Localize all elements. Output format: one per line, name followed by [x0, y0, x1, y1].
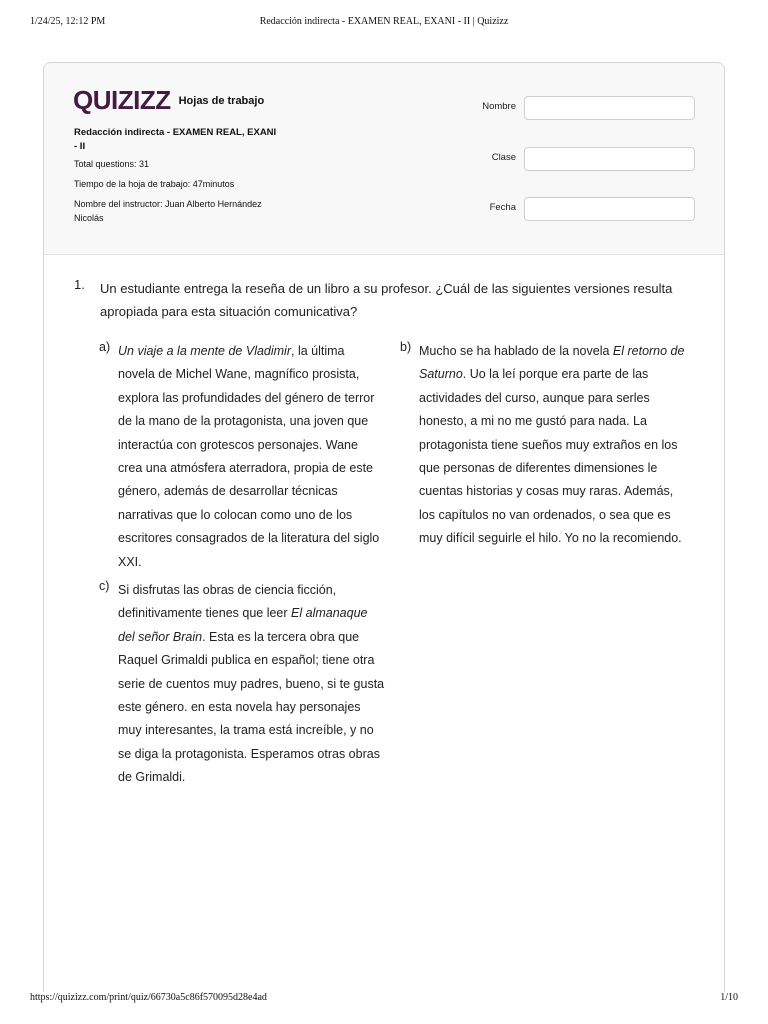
- option-text: [118, 579, 403, 790]
- book-title: El almanaque: [291, 606, 368, 621]
- question-line: Un estudiante entrega la reseña de un libro a su profesor. ¿Cuál de las siguientes versiones resulta: [100, 281, 673, 296]
- option-line-text: , la última: [291, 344, 345, 358]
- option-line: serie de cuentos muy padres, bueno, si te gusta: [118, 676, 385, 691]
- option-line: actividades del curso, aunque para serles: [419, 390, 650, 405]
- name-field: [476, 96, 696, 120]
- book-title: Saturno: [419, 367, 463, 382]
- total-questions: Total questions: 31: [74, 159, 150, 169]
- option-line: [118, 340, 403, 363]
- quiz-title: [74, 126, 314, 154]
- question-text: [100, 277, 704, 323]
- print-footer: [0, 992, 768, 1008]
- option-line: narrativas que lo colocan como uno de los: [118, 507, 353, 522]
- print-doc-title: Redacción indirecta - EXAMEN REAL, EXANI - II | Quizizz: [259, 16, 509, 27]
- option-line: XXI.: [118, 554, 142, 569]
- name-input[interactable]: [524, 96, 695, 120]
- instructor-line: Nicolás: [74, 213, 104, 223]
- option-line: cuentas historias y cosas muy raras. Además,: [419, 484, 674, 499]
- option-line: que personas de diferentes dimensiones le: [419, 461, 658, 476]
- option-line: escritores consagrados de la literatura del siglo: [118, 531, 380, 546]
- date-field: [476, 197, 696, 221]
- quiz-title-line: - II: [74, 141, 86, 152]
- option-line: [118, 626, 403, 649]
- print-datetime: 1/24/25, 12:12 PM: [30, 16, 106, 27]
- option-letter: a): [99, 340, 111, 354]
- option-line: Si disfrutas las obras de ciencia ficción,: [118, 583, 337, 597]
- book-title: Un viaje a la mente de Vladimir: [118, 344, 291, 358]
- worksheet-subtitle: Hojas de trabajo: [178, 95, 265, 107]
- option-letter: c): [99, 579, 110, 593]
- book-title: El retorno de: [612, 344, 685, 358]
- option-letter: b): [400, 340, 412, 354]
- option-text: [419, 340, 704, 551]
- quizizz-logo: QUIZIZZ: [73, 85, 171, 115]
- class-field: [476, 147, 696, 171]
- option-line: novela de Michel Wane, magnífico prosista,: [118, 367, 360, 382]
- option-line: este género. en esta novela hay personajes: [118, 700, 361, 715]
- quiz-title-line: Redacción indirecta - EXAMEN REAL, EXANI: [74, 127, 277, 138]
- option-line: [419, 340, 704, 363]
- option-line-text: Mucho se ha hablado de la novela: [419, 344, 613, 358]
- option-line: explora las profundidades del género de terror: [118, 390, 375, 405]
- option-line: protagonista tiene sueños muy extraños en los: [419, 437, 678, 452]
- instructor-line: Nombre del instructor: Juan Alberto Hernández: [74, 199, 262, 209]
- print-url: https://quizizz.com/print/quiz/66730a5c86f570095d28e4ad: [30, 992, 267, 1003]
- option-line: muy difícil seguirle el hilo. Yo no la recomiendo.: [419, 531, 682, 546]
- option-line: los capítulos no van ordenados, o sea que es: [419, 507, 671, 522]
- option-line: género, además de desarrollar técnicas: [118, 484, 338, 499]
- option-line: [419, 363, 704, 386]
- book-title: del señor Brain: [118, 629, 203, 644]
- date-label: Fecha: [489, 202, 516, 213]
- question-line: apropiada para esta situación comunicativa?: [100, 304, 358, 319]
- class-label: Clase: [491, 152, 516, 163]
- option-text: [118, 340, 403, 574]
- option-line: crea una atmósfera aterradora, propia de este: [118, 461, 374, 476]
- page-number: 1/10: [720, 992, 738, 1003]
- option-line: se diga la protagonista. Esperamos otras obras: [118, 746, 380, 761]
- quiz-info: [74, 126, 314, 225]
- worksheet: [43, 62, 725, 992]
- option-line-text: . Uo la leí porque era parte de las: [462, 367, 649, 382]
- worksheet-header: [44, 63, 724, 255]
- brand: [73, 85, 264, 115]
- question-number: 1.: [74, 277, 85, 292]
- option-line: de la mano de la protagonista, una joven que: [118, 414, 369, 429]
- option-line: de Grimaldi.: [118, 770, 186, 785]
- option-line: interactúa con grotescos personajes. Wane: [118, 437, 358, 452]
- option-line: muy interesantes, la trama está increíble, y no: [118, 723, 374, 738]
- date-input[interactable]: [524, 197, 695, 221]
- name-label: Nombre: [482, 101, 516, 112]
- option-line-text: definitivamente tienes que leer: [118, 606, 292, 621]
- option-line: Raquel Grimaldi publica en español; tiene otra: [118, 653, 375, 668]
- print-header: [0, 16, 768, 32]
- class-input[interactable]: [524, 147, 695, 171]
- option-line-text: . Esta es la tercera obra que: [202, 629, 360, 644]
- worksheet-time: Tiempo de la hoja de trabajo: 47minutos: [74, 179, 235, 189]
- option-line: [118, 602, 403, 625]
- option-line: honesto, a mi no me gustó para nada. La: [419, 414, 647, 429]
- instructor-name: [74, 197, 314, 225]
